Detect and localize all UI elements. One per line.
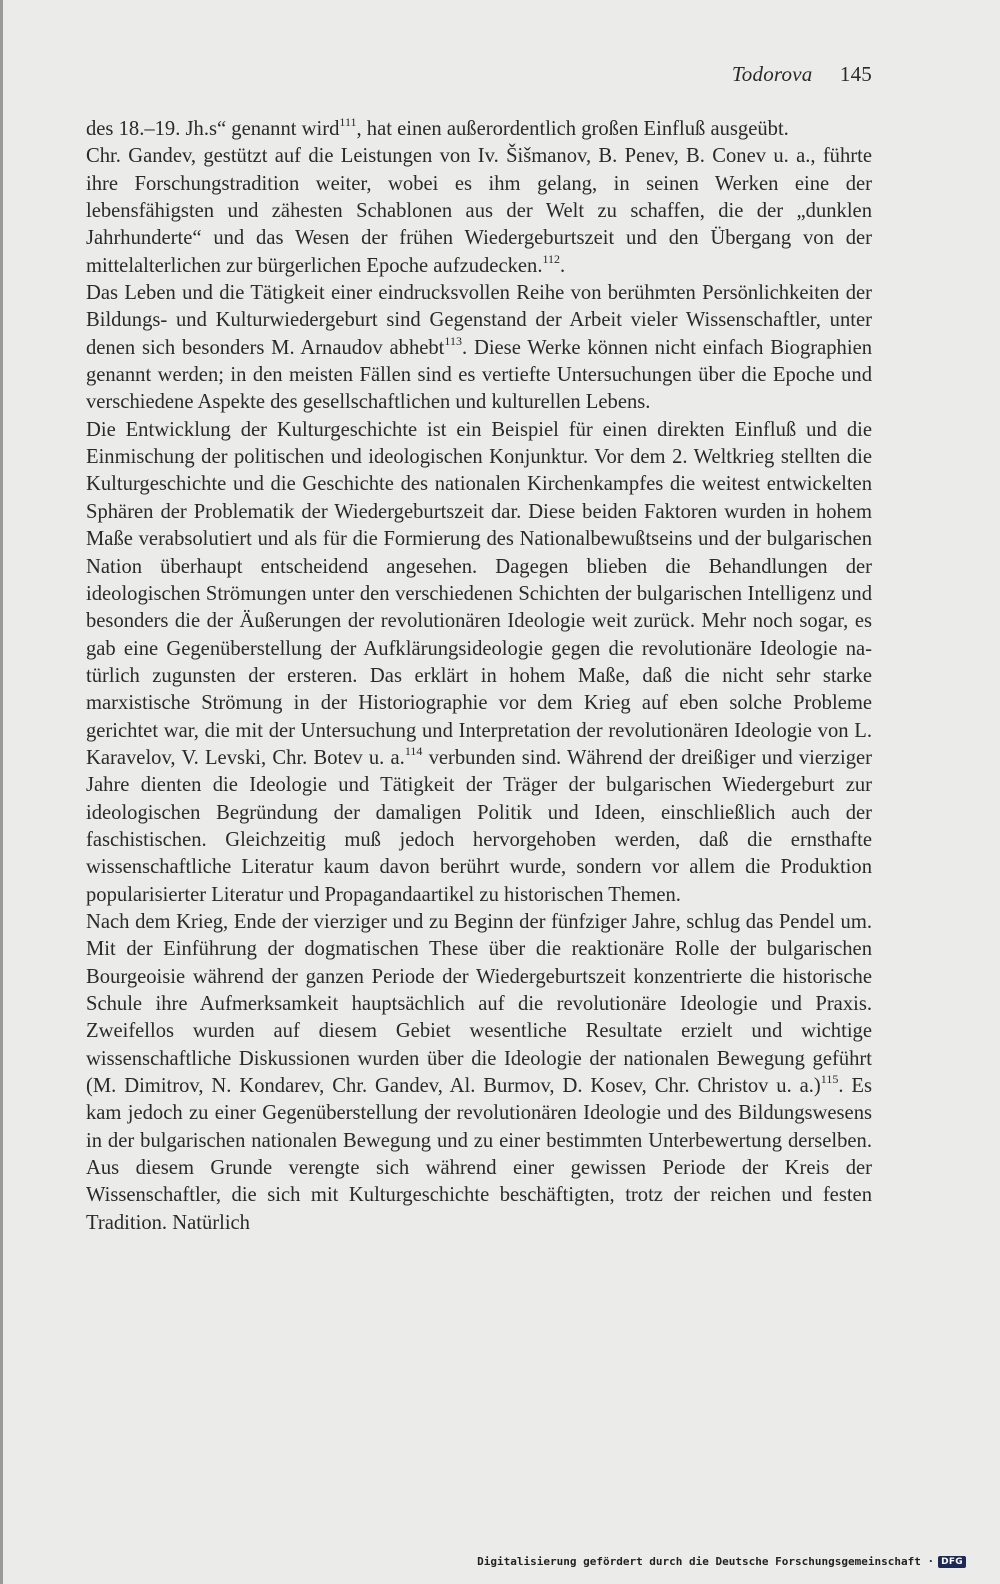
paragraph-text: Das Leben und die Tätigkeit einer eindrucksvollen Reihe von berühmten Persönlichkeiten der Bildungs- und Kulturwiedergeburt sind Gegenstand der Arbeit vieler Wissenschaftler, unter denen sich besonders M. Arnaudov abhebt [86,282,872,359]
digitization-credit [477,1555,966,1568]
paragraph-text: . [560,254,566,277]
paragraph-5 [86,909,872,1237]
paragraph-text: , hat einen außerordentlich großen Einfluß ausgeübt. [356,118,789,140]
running-head [732,62,872,87]
paragraph-3 [86,280,872,417]
footnote-ref-114: 114 [404,744,423,759]
paragraph-text: Die Entwicklung der Kulturgeschichte ist ein Beispiel für einen direkten Einfluß und die Einmischung der politischen und ideologischen Konjunktur. Vor dem 2. Weltkrieg stellten die Kulturgeschichte und die Geschichte des nationalen Kirchenkampfes die weitest entwickelten Sphären der Problematik der Wiedergeburtszeit dar. Diese beiden Faktoren wurden in hohem Maße verabsolutiert und als für die Formierung des Nationalbewußtseins und der bulgarischen Nation überhaupt entscheidend angesehen. Dagegen blieben die Behandlungen der ideologischen Strömungen unter den verschiedenen Schichten der bulgarischen Intelligenz und besonders die der Äußerungen der revolutionären Ideologie weit zurück. Mehr noch sogar, es gab eine Gegenüberstellung der Aufklärungsideologie gegen die revolutionäre Ideologie natürlich zugunsten der ersteren. Das erklärt in hohem Maße, daß die nicht sehr starke marxistische Strömung in der Historiographie vor dem Krieg auf eben solche Probleme gerichtet war, die mit der Untersuchung und Interpretation der revolutionären Ideologie von L. Karavelov, V. Levski, Chr. Botev u. a. [86,418,872,769]
footnote-ref-111: 111 [339,115,357,130]
dfg-logo: DFG [938,1556,966,1568]
paragraph-text: Nach dem Krieg, Ende der vierziger und zu Beginn der fünfziger Jahre, schlug das Pendel um. Mit der Einführung der dogmatischen These über die reaktionäre Rolle der bulgarischen Bourgeoisie während der ganzen Periode der Wiedergeburtszeit konzentrierte die historische Schule ihre Aufmerksamkeit hauptsächlich auf die revolutionäre Ideologie und Praxis. Zweifellos wurden auf diesem Gebiet wesentliche Resultate erzielt und wichtige wissenschaftliche Diskussionen wurden über die Ideologie der nationalen Bewegung geführt (M. Dimitrov, N. Kondarev, Chr. Gandev, Al. Burmov, D. Kosev, Chr. Christov u. a.) [86,910,872,1098]
page-number: 145 [839,62,872,86]
paragraph-text: verbunden sind. Während der dreißiger und vierziger Jahre dienten die Ideologie und Tätigkeit der Träger der bulgarischen Wiedergeburt zur ideologischen Begründung der damaligen Politik und Ideen, einschließlich auch der faschistischen. Gleichzeitig muß jedoch hervorgehoben werden, daß die ernsthafte wissenschaftliche Literatur kaum davon berührt wurde, sondern vor allem die Produktion popularisierter Literatur und Propagandaartikel zu historischen Themen. [86,746,873,906]
body-text [86,116,872,1237]
paragraph-text: des 18.–19. Jh.s“ genannt wird [86,118,340,140]
credit-text: Digitalisierung gefördert durch die Deutsche Forschungsgemeinschaft · [477,1555,935,1568]
paragraph-text: . Es kam jedoch zu einer Gegenüberstellung der revolutionären Ideologie und des Bildungswesens in der bulgarischen nationalen Bewegung und zu einer bestimmten Unterbewertung derselben. Aus diesem Grunde verengte sich während einer gewissen Periode der Kreis der Wissenschaftler, die sich mit Kulturgeschichte beschäftigten, trotz der reichen und festen Tradition. Natürlich [86,1075,872,1234]
footnote-ref-115: 115 [820,1072,839,1087]
paragraph-text: . Diese Werke können nicht einfach Biographien genannt werden; in den meisten Fällen sind es vertiefte Untersuchungen über die Epoche und verschiedene Aspekte des gesellschaftlichen und kulturellen Lebens. [86,336,873,414]
footnote-ref-113: 113 [444,333,462,348]
footnote-ref-112: 112 [542,251,561,266]
paragraph-2 [86,143,872,280]
running-head-author: Todorova [731,62,813,86]
paragraph-text: Chr. Gandev, gestützt auf die Leistungen von Iv. Šišmanov, B. Penev, B. Conev u. a., führte ihre Forschungstradition weiter, wobei es ihm gelang, in seinen Werken eine der lebensfähigsten und zähesten Schablonen aus der Welt zu schaffen, die der „dunklen Jahrhunderte“ und das Wesen der frühen Wiedergeburtszeit und den Übergang von der mittelalterlichen zur bürgerlichen Epoche aufzudecken. [86,145,872,277]
paragraph-1 [86,116,872,143]
page-binding-edge [0,0,3,1584]
paragraph-4 [86,417,872,909]
